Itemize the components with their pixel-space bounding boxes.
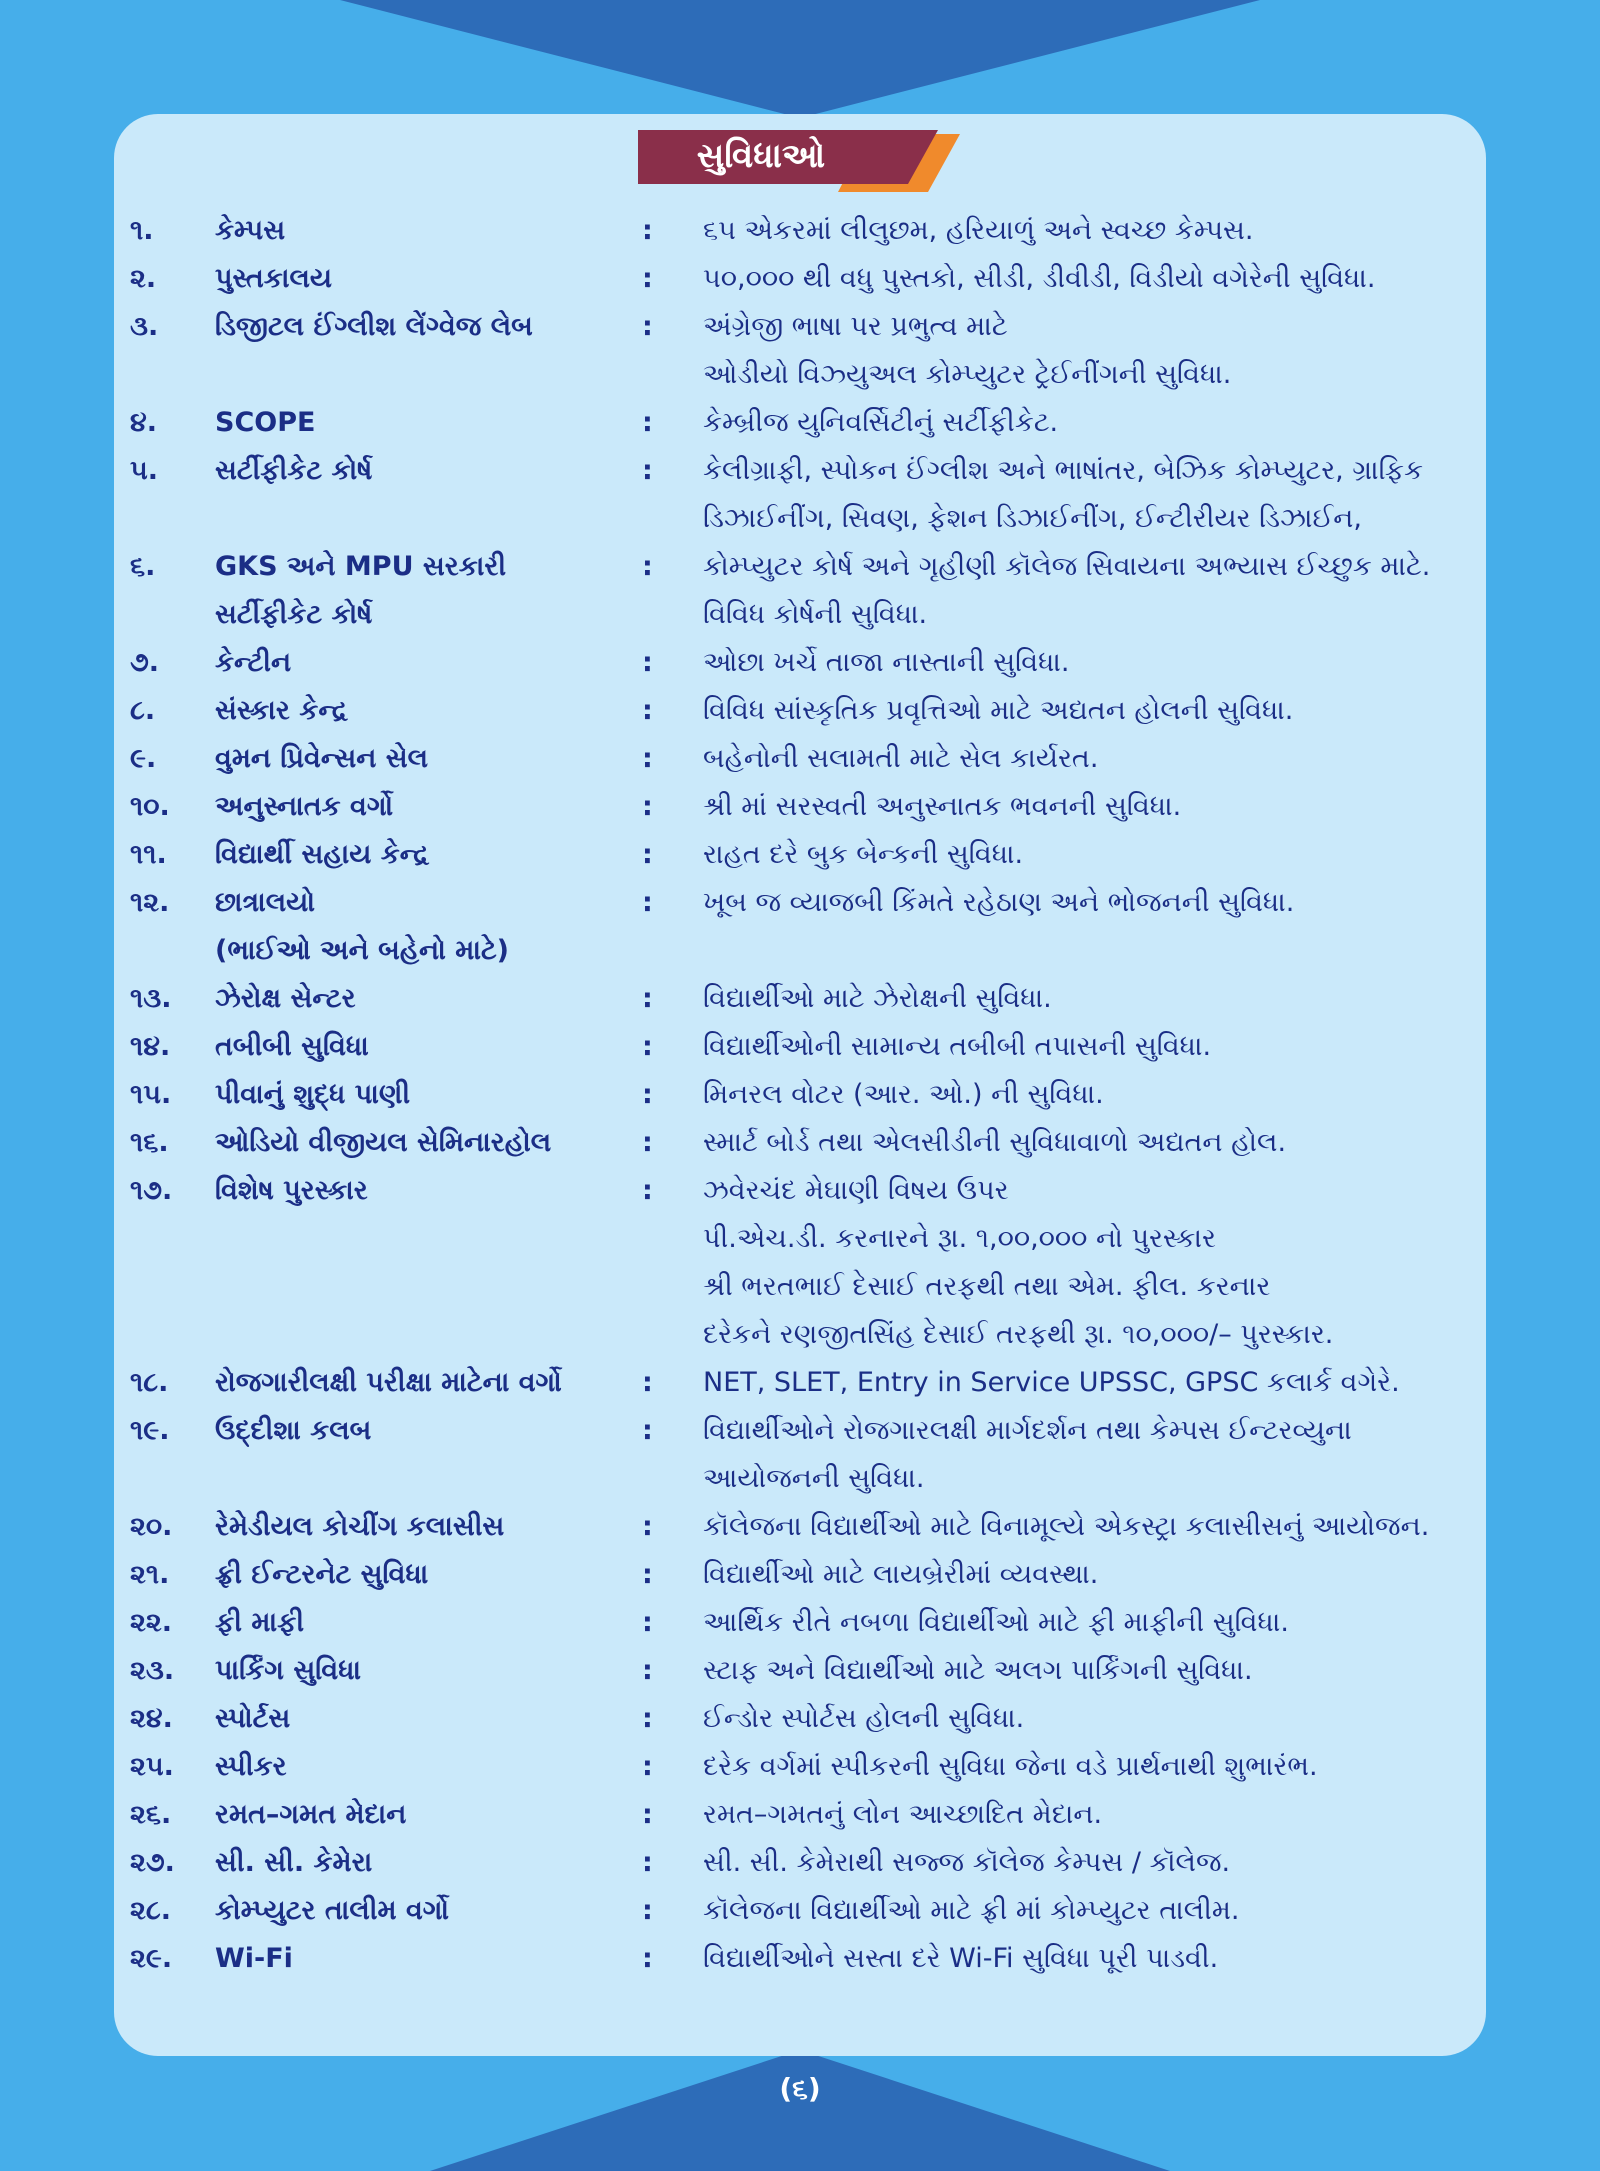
- facility-name: [215, 735, 635, 783]
- facility-number: ૩.: [130, 311, 159, 342]
- facility-number: ૧૭.: [130, 1175, 173, 1206]
- separator-colon: :: [642, 311, 653, 342]
- facility-description-line: કેલીગ્રાફી, સ્પોકન ઈંગ્લીશ અને ભાષાંતર, બેઝિક કોમ્પ્યુટર, ગ્રાફિક: [703, 455, 1424, 486]
- separator-colon: :: [642, 263, 653, 294]
- facility-name: [215, 975, 635, 1023]
- separator-colon: :: [642, 1559, 653, 1590]
- facility-number: ૮.: [130, 695, 156, 726]
- facility-description-line: શ્રી ભરતભાઈ દેસાઈ તરફથી તથા એમ. ફીલ. કરનાર: [703, 1271, 1271, 1302]
- separator-colon: :: [642, 791, 653, 822]
- facility-description-line: ઓછા ખર્ચે તાજા નાસ્તાની સુવિધા.: [703, 647, 1070, 678]
- facility-description-line: ૬૫ એકરમાં લીલુછમ, હરિયાળું અને સ્વચ્છ કેમ્પસ.: [703, 215, 1254, 246]
- facility-description-line: વિવિધ કોર્ષની સુવિધા.: [703, 599, 928, 630]
- facility-name-line: કેમ્પસ: [215, 215, 286, 246]
- facility-description: [703, 687, 1483, 735]
- facility-description: [703, 1503, 1483, 1551]
- facility-number: ૨.: [130, 263, 157, 294]
- separator-colon: :: [642, 407, 653, 438]
- facility-description-line: બહેનોની સલામતી માટે સેલ કાર્યરત.: [703, 743, 1099, 774]
- facility-number: ૨૭.: [130, 1847, 175, 1878]
- facility-number: ૨૧.: [130, 1559, 170, 1590]
- facility-description-line: પી.એચ.ડી. કરનારને રૂા. ૧,૦૦,૦૦૦ નો પુરસ્કાર: [703, 1223, 1216, 1254]
- facility-description-line: રમત–ગમતનું લોન આચ્છાદિત મેદાન.: [703, 1799, 1103, 1830]
- facility-name-line: ઉદ્દીશા કલબ: [215, 1415, 372, 1446]
- facility-description-line: વિદ્યાર્થીઓને સસ્તા દરે Wi-Fi સુવિધા પૂરી પાડવી.: [703, 1943, 1219, 1974]
- facility-description: [703, 735, 1483, 783]
- separator-colon: :: [642, 1175, 653, 1206]
- facility-description-line: વિદ્યાર્થીઓની સામાન્ય તબીબી તપાસની સુવિધા.: [703, 1031, 1212, 1062]
- facility-name: [215, 1359, 635, 1407]
- facility-description: [703, 1599, 1483, 1647]
- facility-name: [215, 207, 635, 255]
- facility-description: [703, 399, 1483, 447]
- facility-name: [215, 1935, 635, 1983]
- separator-colon: :: [642, 1847, 653, 1878]
- facility-description-line: રાહત દરે બુક બેન્કની સુવિધા.: [703, 839, 1024, 870]
- facility-name: [215, 1647, 635, 1695]
- facility-description: [703, 783, 1483, 831]
- facility-name-line: પીવાનું શુદ્ધ પાણી: [215, 1079, 411, 1110]
- facility-number: ૧૪.: [130, 1031, 171, 1062]
- separator-colon: :: [642, 695, 653, 726]
- facility-description: [703, 1071, 1483, 1119]
- separator-colon: :: [642, 1655, 653, 1686]
- separator-colon: :: [642, 743, 653, 774]
- facility-name-line: પુસ્તકાલય: [215, 263, 332, 294]
- facility-description: [703, 447, 1483, 543]
- separator-colon: :: [642, 1415, 653, 1446]
- facility-name-line: સર્ટીફીકેટ કોર્ષ: [215, 599, 373, 630]
- separator-colon: :: [642, 1943, 653, 1974]
- facility-description: [703, 1551, 1483, 1599]
- separator-colon: :: [642, 1127, 653, 1158]
- facility-description-line: વિવિધ સાંસ્કૃતિક પ્રવૃત્તિઓ માટે અદ્યતન હોલની સુવિધા.: [703, 695, 1294, 726]
- facility-description-line: વિદ્યાર્થીઓ માટે લાયબ્રેરીમાં વ્યવસ્થા.: [703, 1559, 1099, 1590]
- facility-number: ૨૫.: [130, 1751, 174, 1782]
- facility-description-line: સ્માર્ટ બોર્ડ તથા એલસીડીની સુવિધાવાળો અદ્યતન હોલ.: [703, 1127, 1287, 1158]
- facility-description-line: દરેકને રણજીતસિંહ દેસાઈ તરફથી રૂા. ૧૦,૦૦૦/– પુરસ્કાર.: [703, 1319, 1334, 1350]
- separator-colon: :: [642, 1079, 653, 1110]
- facility-name-line: વિદ્યાર્થી સહાય કેન્દ્ર: [215, 839, 430, 870]
- facility-name: [215, 447, 635, 495]
- facility-name: [215, 687, 635, 735]
- facility-name-line: કેન્ટીન: [215, 647, 292, 678]
- facility-number: ૨૨.: [130, 1607, 172, 1638]
- facility-name: [215, 1407, 635, 1455]
- facility-description: [703, 1743, 1483, 1791]
- facility-description: [703, 879, 1483, 927]
- facility-description-line: અંગ્રેજી ભાષા પર પ્રભુત્વ માટે: [703, 311, 1008, 342]
- separator-colon: :: [642, 983, 653, 1014]
- separator-colon: :: [642, 839, 653, 870]
- facility-number: ૧૧.: [130, 839, 167, 870]
- facility-description: [703, 1119, 1483, 1167]
- facility-name-line: વિશેષ પુરસ્કાર: [215, 1175, 368, 1206]
- separator-colon: :: [642, 647, 653, 678]
- facility-name-line: સંસ્કાર કેન્દ્ર: [215, 695, 348, 726]
- facility-description-line: ખૂબ જ વ્યાજબી કિંમતે રહેઠાણ અને ભોજનની સુવિધા.: [703, 887, 1295, 918]
- facility-name-line: સર્ટીફીકેટ કોર્ષ: [215, 455, 373, 486]
- facility-description-line: શ્રી માં સરસ્વતી અનુસ્નાતક ભવનની સુવિધા.: [703, 791, 1182, 822]
- facility-number: ૧૩.: [130, 983, 172, 1014]
- facility-name-line: તબીબી સુવિધા: [215, 1031, 369, 1062]
- facility-name-line: કોમ્પ્યુટર તાલીમ વર્ગો: [215, 1895, 449, 1926]
- facility-name-line: છાત્રાલયો: [215, 887, 315, 918]
- facility-name: [215, 831, 635, 879]
- facility-name-line: સી. સી. કેમેરા: [215, 1847, 373, 1878]
- facility-number: ૨૦.: [130, 1511, 173, 1542]
- facility-description: [703, 1695, 1483, 1743]
- facility-description-line: સ્ટાફ અને વિદ્યાર્થીઓ માટે અલગ પાર્કિંગની સુવિધા.: [703, 1655, 1253, 1686]
- separator-colon: :: [642, 1607, 653, 1638]
- top-triangle: [340, 0, 1260, 118]
- facility-description: [703, 255, 1483, 303]
- facility-name-line: પાર્કિંગ સુવિધા: [215, 1655, 362, 1686]
- facility-description-line: ઝવેરચંદ મેઘાણી વિષય ઉપર: [703, 1175, 1009, 1206]
- facility-description: [703, 1647, 1483, 1695]
- facility-description: [703, 543, 1483, 639]
- facility-name-line: GKS અને MPU સરકારી: [215, 551, 507, 582]
- facility-name: [215, 1743, 635, 1791]
- facility-name: [215, 1023, 635, 1071]
- facility-name-line: ઓડિયો વીજીયલ સેમિનારહોલ: [215, 1127, 552, 1158]
- facility-description-line: સી. સી. કેમેરાથી સજ્જ કૉલેજ કેમ્પસ / કૉલેજ.: [703, 1847, 1231, 1878]
- bottom-triangle: [430, 2050, 1170, 2171]
- facility-description: [703, 1407, 1483, 1503]
- facility-description: [703, 1839, 1483, 1887]
- title-banner: [638, 128, 960, 192]
- facility-number: ૨૩.: [130, 1655, 175, 1686]
- facility-description: [703, 975, 1483, 1023]
- facility-name: [215, 1551, 635, 1599]
- separator-colon: :: [642, 455, 653, 486]
- facility-name: [215, 543, 635, 639]
- facility-name: [215, 255, 635, 303]
- facility-description: [703, 639, 1483, 687]
- separator-colon: :: [642, 215, 653, 246]
- facility-description-line: કૉલેજના વિદ્યાર્થીઓ માટે ફ્રી માં કોમ્પ્યુટર તાલીમ.: [703, 1895, 1240, 1926]
- facility-name-line: અનુસ્નાતક વર્ગો: [215, 791, 394, 822]
- facility-name: [215, 639, 635, 687]
- facility-name: [215, 1887, 635, 1935]
- facility-number: ૨૬.: [130, 1799, 172, 1830]
- facility-number: ૭.: [130, 647, 160, 678]
- facility-name-line: રમત–ગમત મેદાન: [215, 1799, 407, 1830]
- facility-name: [215, 879, 635, 975]
- facility-description-line: મિનરલ વોટર (આર. ઓ.) ની સુવિધા.: [703, 1079, 1104, 1110]
- facility-description-line: NET, SLET, Entry in Service UPSSC, GPSC કલાર્ક વગેરે.: [703, 1367, 1400, 1398]
- facility-description: [703, 831, 1483, 879]
- facility-description: [703, 1023, 1483, 1071]
- facility-number: ૨૯.: [130, 1943, 173, 1974]
- facility-name: [215, 1695, 635, 1743]
- page-title: સુવિધાઓ: [696, 136, 826, 176]
- facility-description: [703, 1167, 1483, 1359]
- facility-name-line: ફ્રી ઈન્ટરનેટ સુવિધા: [215, 1559, 429, 1590]
- facility-name-line: ડિજીટલ ઈંગ્લીશ લેંગ્વેજ લેબ: [215, 311, 533, 342]
- facility-name-line: રેમેડીયલ કોચીંગ કલાસીસ: [215, 1511, 505, 1542]
- facility-description-line: વિદ્યાર્થીઓને રોજગારલક્ષી માર્ગદર્શન તથા કેમ્પસ ઈન્ટરવ્યુના: [703, 1415, 1352, 1446]
- facility-name-line: SCOPE: [215, 407, 316, 438]
- facility-name-line: રોજગારીલક્ષી પરીક્ષા માટેના વર્ગો: [215, 1367, 562, 1398]
- facility-name-line: સ્પોર્ટસ: [215, 1703, 291, 1734]
- separator-colon: :: [642, 1031, 653, 1062]
- facility-name-line: વુમન પ્રિવેન્સન સેલ: [215, 743, 429, 774]
- facility-name-line: (ભાઈઓ અને બહેનો માટે): [215, 935, 510, 966]
- facility-description-line: ઓડીયો વિઝ્યુઅલ કોમ્પ્યુટર ટ્રેઈનીંગની સુવિધા.: [703, 359, 1232, 390]
- facility-name: [215, 1503, 635, 1551]
- facility-number: ૧.: [130, 215, 154, 246]
- separator-colon: :: [642, 1703, 653, 1734]
- facility-number: ૧૮.: [130, 1367, 169, 1398]
- facility-number: ૧૦.: [130, 791, 170, 822]
- facility-name-line: ઝેરોક્ષ સેન્ટર: [215, 983, 356, 1014]
- separator-colon: :: [642, 887, 653, 918]
- facility-description-line: કોમ્પ્યુટર કોર્ષ અને ગૃહીણી કૉલેજ સિવાયના અભ્યાસ ઈચ્છુક માટે.: [703, 551, 1431, 582]
- facility-number: ૯.: [130, 743, 157, 774]
- separator-colon: :: [642, 1895, 653, 1926]
- facility-description-line: ડિઝાઈનીંગ, સિવણ, ફેશન ડિઝાઈનીંગ, ઈન્ટીરીયર ડિઝાઈન,: [703, 503, 1362, 534]
- page-number: (૬): [779, 2072, 821, 2105]
- separator-colon: :: [642, 551, 653, 582]
- facility-name: [215, 1599, 635, 1647]
- facility-description-line: ૫૦,૦૦૦ થી વધુ પુસ્તકો, સીડી, ડીવીડી, વિડીયો વગેરેની સુવિધા.: [703, 263, 1376, 294]
- facility-description-line: દરેક વર્ગમાં સ્પીકરની સુવિધા જેના વડે પ્રાર્થનાથી શુભારંભ.: [703, 1751, 1318, 1782]
- facility-number: ૧૬.: [130, 1127, 169, 1158]
- facility-description-line: ઈન્ડોર સ્પોર્ટસ હોલની સુવિધા.: [703, 1703, 1025, 1734]
- facility-name: [215, 1071, 635, 1119]
- facility-name: [215, 783, 635, 831]
- facility-number: ૧૫.: [130, 1079, 172, 1110]
- facility-name-line: ફી માફી: [215, 1607, 305, 1638]
- facility-name-line: Wi-Fi: [215, 1943, 293, 1974]
- facility-number: ૨૪.: [130, 1703, 173, 1734]
- facility-name: [215, 399, 635, 447]
- separator-colon: :: [642, 1799, 653, 1830]
- facility-name: [215, 303, 635, 351]
- facility-number: ૧૯.: [130, 1415, 170, 1446]
- facility-description-line: વિદ્યાર્થીઓ માટે ઝેરોક્ષની સુવિધા.: [703, 983, 1052, 1014]
- facility-name: [215, 1119, 635, 1167]
- separator-colon: :: [642, 1751, 653, 1782]
- facility-number: ૪.: [130, 407, 157, 438]
- facility-description: [703, 1887, 1483, 1935]
- facility-description-line: કેમ્બ્રીજ યુનિવર્સિટીનું સર્ટીફીકેટ.: [703, 407, 1059, 438]
- separator-colon: :: [642, 1511, 653, 1542]
- facility-description: [703, 1359, 1483, 1407]
- separator-colon: :: [642, 1367, 653, 1398]
- facility-number: ૧૨.: [130, 887, 170, 918]
- facility-description: [703, 207, 1483, 255]
- facility-description: [703, 303, 1483, 399]
- facility-description: [703, 1935, 1483, 1983]
- facility-description-line: આયોજનની સુવિધા.: [703, 1463, 925, 1494]
- facility-number: ૬.: [130, 551, 156, 582]
- facility-name-line: સ્પીકર: [215, 1751, 287, 1782]
- facility-name: [215, 1839, 635, 1887]
- facility-description-line: આર્થિક રીતે નબળા વિદ્યાર્થીઓ માટે ફી માફીની સુવિધા.: [703, 1607, 1289, 1638]
- facility-number: ૫.: [130, 455, 158, 486]
- facility-description-line: કૉલેજના વિદ્યાર્થીઓ માટે વિનામૂલ્યે એકસ્ટ્રા કલાસીસનું આયોજન.: [703, 1511, 1430, 1542]
- facility-name: [215, 1167, 635, 1215]
- facility-name: [215, 1791, 635, 1839]
- facility-number: ૨૮.: [130, 1895, 171, 1926]
- facility-description: [703, 1791, 1483, 1839]
